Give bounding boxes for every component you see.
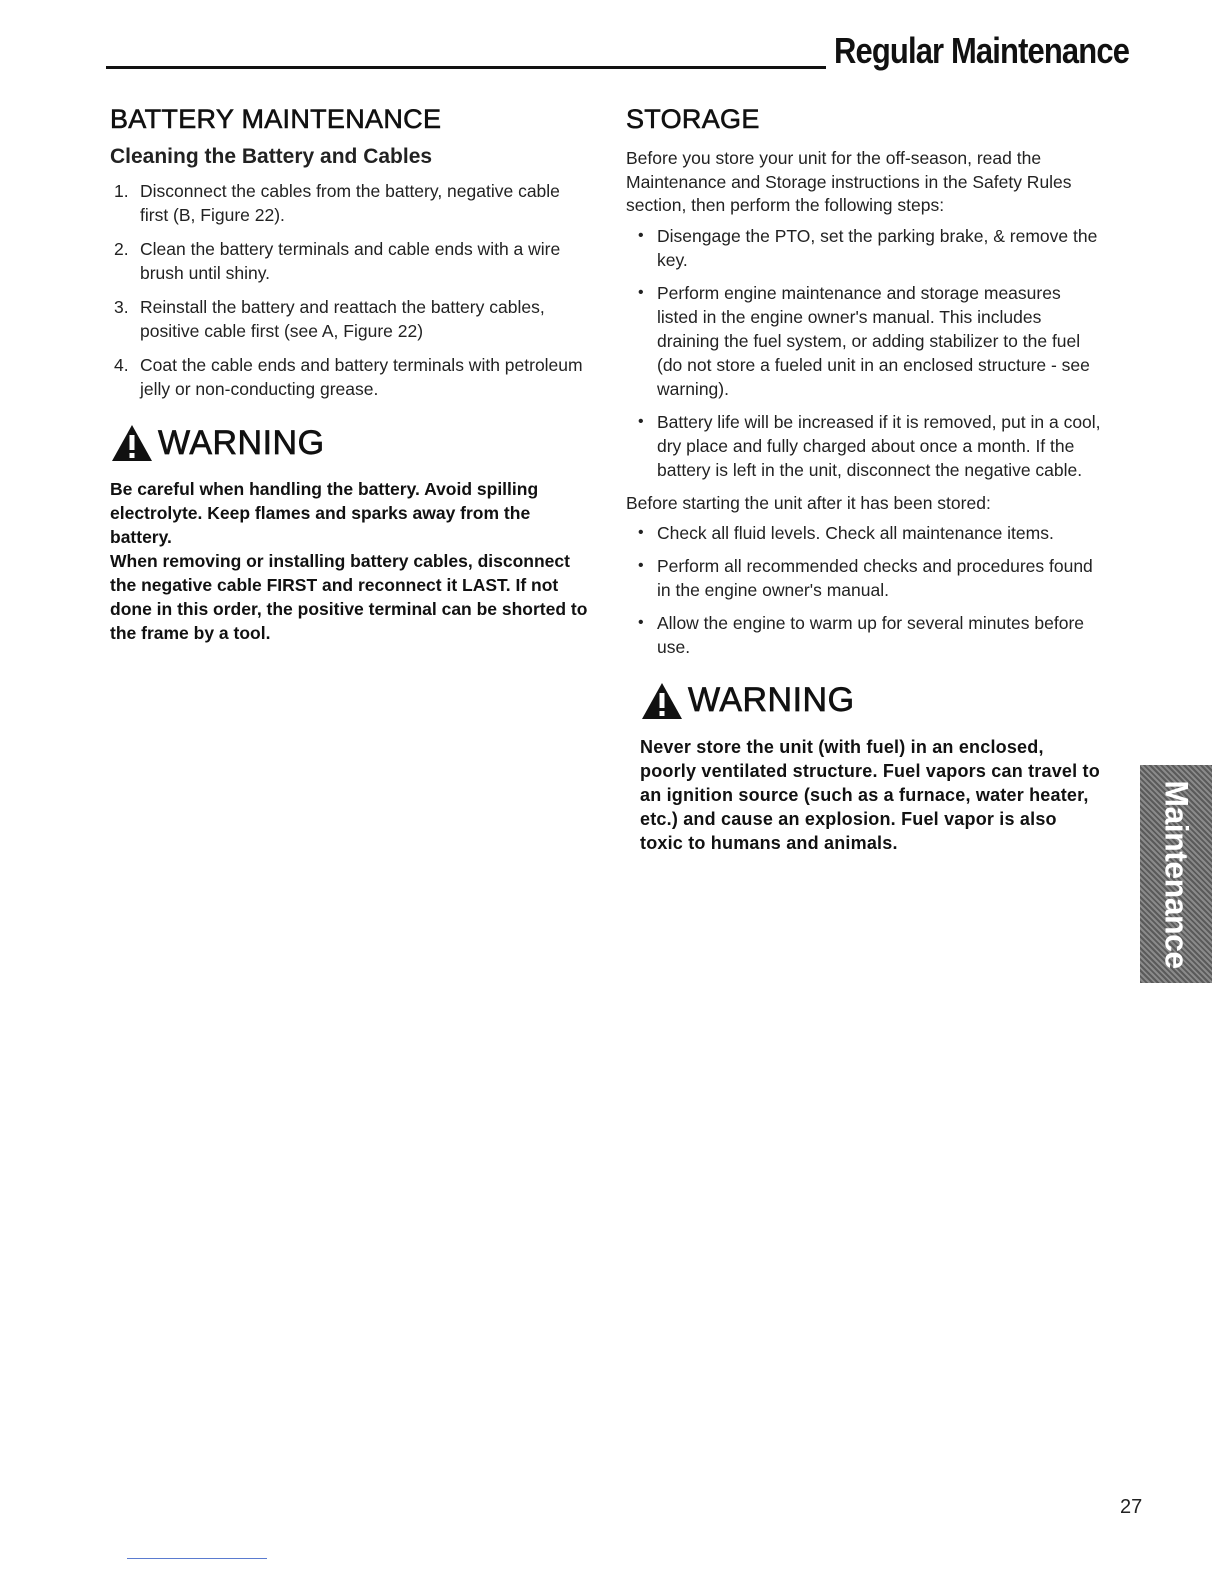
step-number: 1. [114,181,129,201]
bullet-text: Perform engine maintenance and storage measures listed in the engine owner's manual. This includes draining the fuel system, or adding stabilizer to the fuel (do not store a fueled unit in an enclosed structure - see warning). [657,282,1090,399]
bullet-text: Check all fluid levels. Check all maintenance items. [657,522,1054,543]
list-item [626,554,1104,602]
warning-triangle-icon [640,681,684,721]
storage-intro: Before you store your unit for the off-season, read the Maintenance and Storage instructions in the Safety Rules section, then perform the following steps: [626,148,1072,215]
list-item [110,179,590,227]
storage-steps-list [626,224,1104,482]
section-side-tab [1140,765,1212,983]
list-item [626,410,1104,482]
side-tab-label: Maintenance [1158,779,1195,969]
step-number: 3. [114,297,129,317]
warning-label: WARNING [688,681,855,719]
battery-warning [110,423,590,645]
storage-warning [640,681,1104,855]
bullet-icon: • [638,226,644,244]
storage-section-title: STORAGE [626,104,760,134]
warning-body [640,735,1104,855]
step-text: Reinstall the battery and reattach the battery cables, positive cable first (see A, Figure 22) [140,297,545,341]
page-header-title: Regular Maintenance [834,30,1130,71]
battery-maintenance-section [110,104,590,645]
warning-text: Never store the unit (with fuel) in an enclosed, poorly ventilated structure. Fuel vapors can travel to an ignition source (such as a furnace, water heater, etc.) and cause an explosion. Fuel vapor is also toxic to humans and animals. [640,736,1100,853]
warning-text: When removing or installing battery cables, disconnect the negative cable FIRST and reconnect it LAST. If not done in this order, the positive terminal can be shorted to the frame by a tool. [110,551,588,643]
footer-line [127,1558,267,1559]
list-item [626,281,1104,401]
warning-heading [110,423,590,463]
step-text: Coat the cable ends and battery terminals with petroleum jelly or non-conducting grease. [140,355,583,399]
page-number: 27 [1120,1496,1143,1518]
header-rule [106,66,826,69]
warning-text: Be careful when handling the battery. Avoid spilling electrolyte. Keep flames and sparks away from the battery. [110,479,539,547]
bullet-text: Battery life will be increased if it is removed, put in a cool, dry place and fully charged about once a month. If the battery is left in the unit, disconnect the negative cable. [657,411,1101,480]
after-storage-intro: Before starting the unit after it has been stored: [626,492,991,513]
list-item [626,611,1104,659]
warning-heading [640,681,1104,721]
list-item [110,353,590,401]
list-item [626,521,1104,545]
after-storage-list [626,521,1104,659]
step-number: 2. [114,239,129,259]
warning-body [110,477,590,645]
bullet-text: Allow the engine to warm up for several minutes before use. [657,612,1085,657]
bullet-icon: • [638,412,644,430]
list-item [110,237,590,285]
bullet-text: Perform all recommended checks and procedures found in the engine owner's manual. [657,555,1093,600]
storage-section [626,104,1104,855]
battery-subtitle: Cleaning the Battery and Cables [110,145,433,168]
bullet-icon: • [638,556,644,574]
battery-section-title: BATTERY MAINTENANCE [110,104,442,134]
warning-triangle-icon [110,423,154,463]
warning-label: WARNING [158,423,325,462]
step-number: 4. [114,355,129,375]
list-item [110,295,590,343]
bullet-text: Disengage the PTO, set the parking brake, & remove the key. [657,225,1098,270]
bullet-icon: • [638,283,644,301]
list-item [626,224,1104,272]
bullet-icon: • [638,523,644,541]
bullet-icon: • [638,613,644,631]
step-text: Clean the battery terminals and cable ends with a wire brush until shiny. [140,239,561,283]
battery-steps-list [110,179,590,401]
step-text: Disconnect the cables from the battery, negative cable first (B, Figure 22). [140,181,560,225]
